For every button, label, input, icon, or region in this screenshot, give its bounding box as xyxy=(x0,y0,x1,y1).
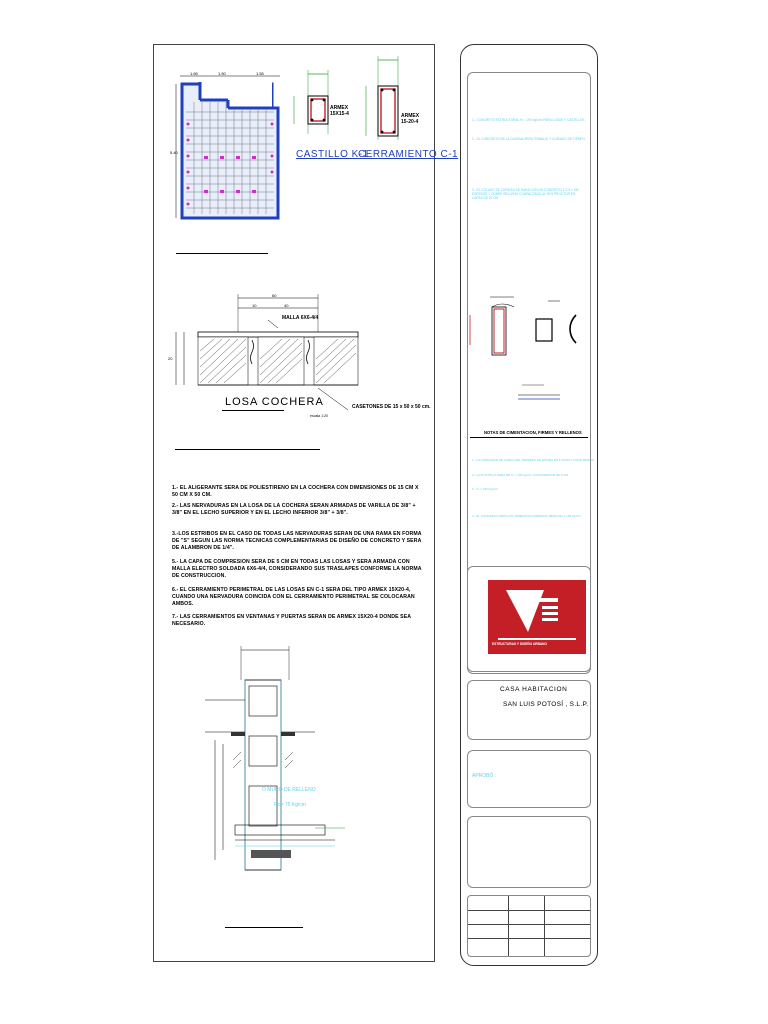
logo-caption: ESTRUCTURAS Y DISEÑO URBANO xyxy=(492,642,547,646)
found-line-1: 1.- LA CAPACIDAD DE CARGA DEL TERRENO SE ESTIMA EN 8 TON/m² COMO MINIMO xyxy=(472,458,595,462)
plan-underline xyxy=(176,253,268,254)
fc-label: F'c= 75 Kg/cm xyxy=(274,802,306,808)
cerramiento-title: CERRAMIENTO C-1 xyxy=(358,149,459,160)
cerramiento-detail xyxy=(364,56,424,146)
castillo-title: CASTILLO K-1 xyxy=(296,149,369,160)
losa-title: LOSA COCHERA xyxy=(225,396,324,408)
tb-detail-drawings xyxy=(468,285,588,415)
approval-box xyxy=(467,750,591,808)
malla-label: MALLA 6X6-4/4 xyxy=(282,315,319,321)
note-6: 6.- EL CERRAMIENTO PERIMETRAL DE LAS LOSAS EN C-1 SERA DEL TIPO ARMEX 15X20-4, CUANDO UNA NERVADURA COINCIDA CON EL CERRAMIENTO PERIMETRAL SE COLOCARAN AMBOS. xyxy=(172,587,415,607)
signature-box xyxy=(467,816,591,888)
svg-text:1.55: 1.55 xyxy=(256,72,264,76)
svg-text:40: 40 xyxy=(284,303,289,308)
scale-label: escala 1:20 xyxy=(310,414,328,418)
note-5: 5.- LA CAPA DE COMPRESION SERA DE 5 CM EN TODAS LAS LOSAS Y SERA ARMADA CON MALLA ELECTRO SOLDADA 6X6-4/4, CONSIDERANDO SUS TRASLAPES CONFORME LA NORMA DE CONSTRUCCION. xyxy=(172,559,422,579)
spec-line-3: 3.- EL COLADO DE ZAPATAS SE HARA CON UN CONCRETO 1:2:3 Y UN ESPESOR Y SOBRE RELLENO COMPACTADO AL 90% PROCTOR EN CAPAS DE 20 CM xyxy=(472,188,579,200)
casetones-label: CASETONES DE 15 x 50 x 50 cm. xyxy=(352,404,431,410)
svg-text:1.50: 1.50 xyxy=(218,72,226,76)
found-line-2: 2.- LA PLANTILLA SERA DE f'c = 100 kg/cm² CON ESPESOR DE 5 CM xyxy=(472,473,569,477)
svg-text:1.65: 1.65 xyxy=(190,72,198,76)
project-location: SAN LUIS POTOSÍ , S.L.P. xyxy=(503,701,589,708)
svg-text:5.40: 5.40 xyxy=(170,150,178,155)
revision-table xyxy=(467,895,591,957)
svg-text:20: 20 xyxy=(168,356,173,361)
losa-underline xyxy=(222,410,284,411)
found-line-3: 3.- f'c = 150 Kg/cm² xyxy=(472,487,498,491)
spec-line-1: 1.- CONCRETO ESTRUCTURAL f'c = 200 kg/cm² PARA LOSAS Y CASTILLOS xyxy=(472,118,585,122)
section-underline xyxy=(175,449,320,450)
note-7: 7.- LAS CERRAMIENTOS EN VENTANAS Y PUERTAS SERAN DE ARMEX 15X20-4 DONDE SEA NECESARIO. xyxy=(172,614,411,627)
svg-text:10: 10 xyxy=(252,303,257,308)
svg-text:60: 60 xyxy=(272,293,277,298)
note-3: 3.-LOS ESTRIBOS EN EL CASO DE TODAS LAS NERVADURAS SERAN DE UNA RAMA EN FORMA DE "S" SEGUN LAS NORMA TECNICAS COMPLEMENTARIAS DE DISEÑO DE CONCRETO Y SERA DE ALAMBRON DE 1/4". xyxy=(172,531,422,551)
notes-heading: NOTAS DE CIMENTACION, FIRMES Y RELLENOS xyxy=(484,430,582,435)
spec-line-2: 2.- EL CONCRETO DE LA CADENA SERA TRABAJO Y CUIDADO DE TIEMPO xyxy=(472,137,586,141)
found-line-4: 4.- EL CONCRETO PARA LOS CIMIENTOS CORRIDOS SERA DE f'c 150 kg/cm² xyxy=(472,514,581,518)
slab-plan-drawing xyxy=(168,72,288,222)
foundation-section-drawing xyxy=(195,640,355,890)
relleno-label: O MURO DE RELLENO xyxy=(262,787,316,793)
notes-heading-rule xyxy=(470,437,588,438)
company-logo xyxy=(488,580,586,654)
approval-label: APROBÓ : xyxy=(472,773,497,779)
cerramiento-armex-label: ARMEX 15-20-4 xyxy=(401,113,420,125)
note-1: 1.- EL ALIGERANTE SERA DE POLIESTIRENO EN LA COCHERA CON DIMENSIONES DE 15 CM X 50 CM X 50 CM. xyxy=(172,485,419,498)
project-name: CASA HABITACION xyxy=(500,686,568,693)
note-2: 2.- LAS NERVADURAS EN LA LOSA DE LA COCHERA SERAN ARMADAS DE VARILLA DE 3/8" + 3/8" EN EL LECHO SUPERIOR Y EN EL LECHO INFERIOR 3/8" + 3/8". xyxy=(172,503,416,516)
foundation-underline xyxy=(225,927,303,928)
castillo-armex-label: ARMEX 15X15-4 xyxy=(330,105,349,117)
